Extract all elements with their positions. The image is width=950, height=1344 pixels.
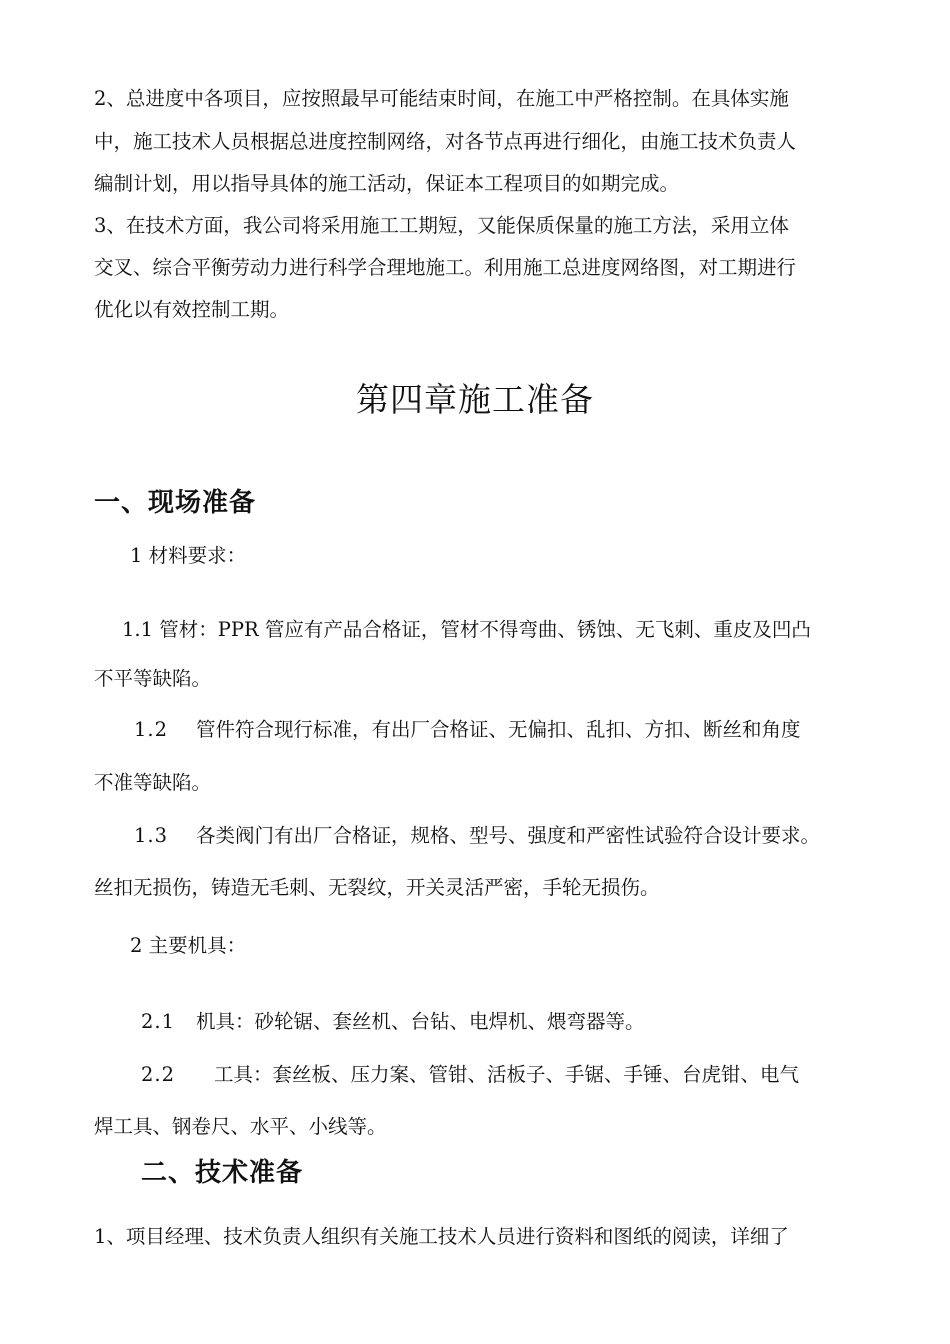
item-1-3-number: 1.3	[134, 824, 169, 847]
section-2-item-1-line-1: 1、项目经理、技术负责人组织有关施工技术人员进行资料和图纸的阅读，详细了	[94, 1225, 789, 1248]
section-heading-technical-preparation: 二、技术准备	[141, 1158, 304, 1188]
paragraph-2-line-2: 中，施工技术人员根据总进度控制网络，对各节点再进行细化，由施工技术负责人	[94, 130, 797, 153]
item-1-3-line-1: 各类阀门有出厂合格证，规格、型号、强度和严密性试验符合设计要求。	[196, 824, 821, 847]
item-1-2-line-1: 管件符合现行标准，有出厂合格证、无偏扣、乱扣、方扣、断丝和角度	[196, 718, 801, 741]
main-tools-label: 2 主要机具：	[130, 934, 247, 957]
material-requirements-label: 1 材料要求：	[130, 544, 247, 567]
item-1-1-line-1: 1.1 管材：PPR 管应有产品合格证，管材不得弯曲、锈蚀、无飞刺、重皮及凹凸	[122, 618, 811, 641]
paragraph-3-line-1: 3、在技术方面，我公司将采用施工工期短，又能保质保量的施工方法，采用立体	[94, 214, 789, 237]
item-2-2-line-1: 工具：套丝板、压力案、管钳、活板子、手锯、手锤、台虎钳、电气	[214, 1063, 800, 1086]
item-2-1-line-1: 机具：砂轮锯、套丝机、台钻、电焊机、煨弯器等。	[196, 1010, 645, 1033]
paragraph-2-line-3: 编制计划，用以指导具体的施工活动，保证本工程项目的如期完成。	[94, 172, 680, 195]
item-1-2-number: 1.2	[134, 718, 169, 741]
paragraph-3-line-3: 优化以有效控制工期。	[94, 298, 290, 321]
item-1-2-line-2: 不准等缺陷。	[94, 771, 212, 794]
chapter-title: 第四章施工准备	[356, 380, 594, 419]
paragraph-3-line-2: 交叉、综合平衡劳动力进行科学合理地施工。利用施工总进度网络图，对工期进行	[94, 256, 797, 279]
paragraph-2-line-1: 2、总进度中各项目，应按照最早可能结束时间，在施工中严格控制。在具体实施	[94, 87, 789, 110]
section-heading-site-preparation: 一、现场准备	[94, 488, 257, 518]
item-2-2-line-2: 焊工具、钢卷尺、水平、小线等。	[94, 1115, 387, 1138]
item-1-3-line-2: 丝扣无损伤，铸造无毛刺、无裂纹，开关灵活严密，手轮无损伤。	[94, 876, 660, 899]
item-2-2-number: 2.2	[141, 1063, 176, 1086]
item-1-1-line-2: 不平等缺陷。	[94, 667, 212, 690]
item-2-1-number: 2.1	[141, 1010, 176, 1033]
